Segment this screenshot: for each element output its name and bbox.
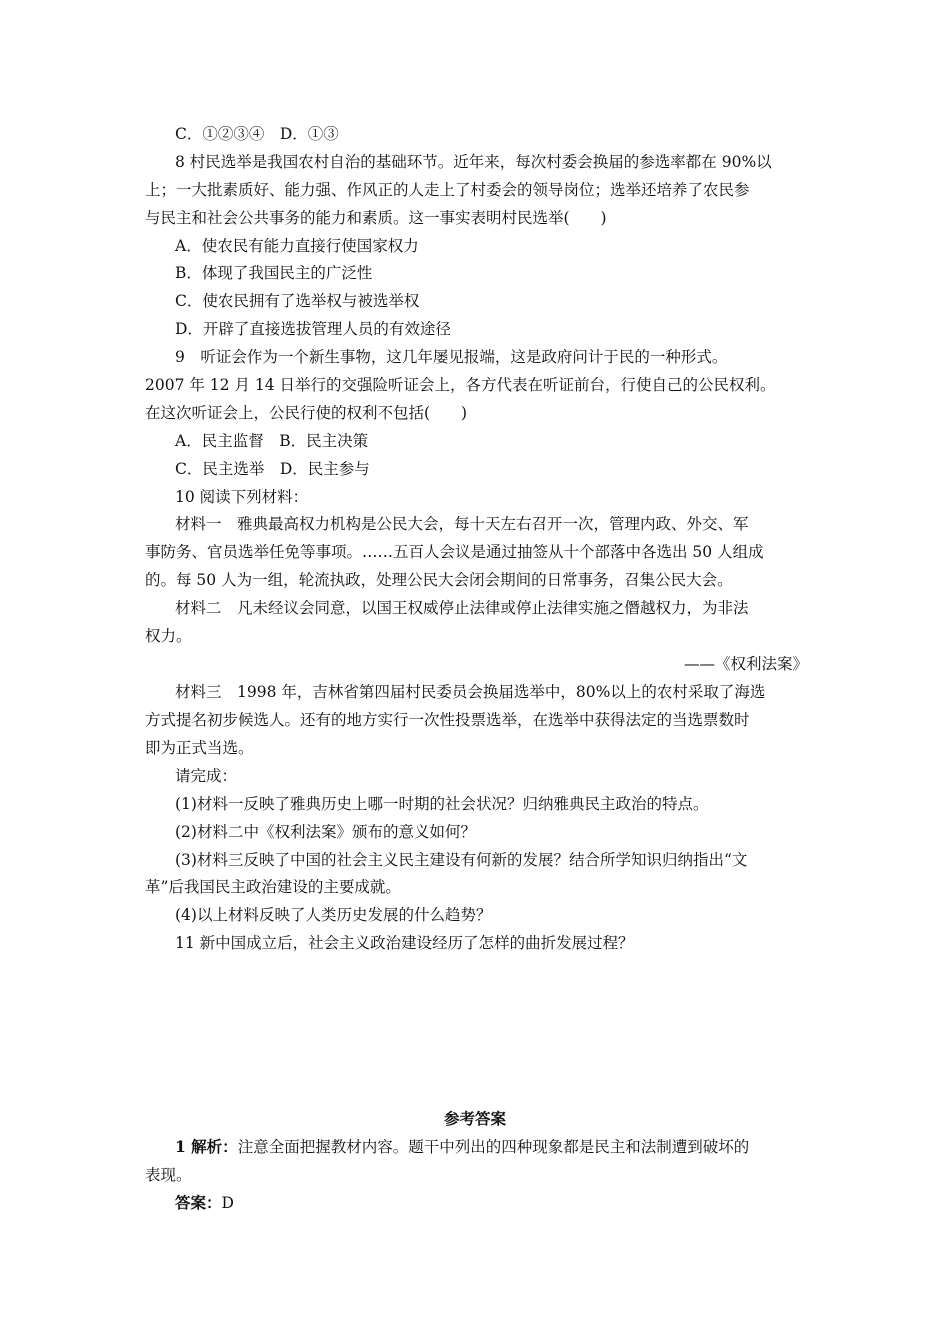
answers-heading: 参考答案 (443, 1109, 506, 1128)
q10-material1-line-1: 材料一 雅典最高权力机构是公民大会，每十天左右召开一次，管理内政、外交、军 (175, 515, 749, 533)
answer-1-analysis-label: 1 解析： (175, 1137, 238, 1156)
q9-stem-line-2: 2007 年 12 月 14 日举行的交强险听证会上，各方代表在听证前台，行使自己的公民权利。 (145, 376, 776, 394)
q10-subquestion-4: (4)以上材料反映了人类历史发展的什么趋势？ (175, 906, 492, 924)
q8-option-a: A．使农民有能力直接行使国家权力 (175, 237, 419, 255)
answer-1-analysis-text: 注意全面把握教材内容。题干中列出的四种现象都是民主和法制遭到破坏的 (237, 1138, 750, 1156)
q9-stem-line-1: 9 听证会作为一个新生事物，这几年屡见报端，这是政府问计于民的一种形式。 (175, 348, 728, 366)
q8-stem-line-1: 8 村民选举是我国农村自治的基础环节。近年来，每次村委会换届的参选率都在 90%以 (175, 153, 772, 171)
q10-prompt: 请完成： (175, 767, 238, 785)
q10-material2-line-2: 权力。 (145, 627, 192, 645)
answer-1-analysis-line-2: 表现。 (145, 1166, 192, 1184)
q8-stem-line-2: 上；一大批素质好、能力强、作风正的人走上了村委会的领导岗位；选举还培养了农民参 (145, 181, 750, 199)
q8-option-c: C．使农民拥有了选举权与被选举权 (175, 292, 420, 310)
q7-options-cd: C．①②③④ D．①③ (175, 125, 339, 143)
q9-options-cd: C．民主选举 D．民主参与 (175, 460, 370, 478)
answer-1-analysis (175, 1137, 815, 1157)
answer-1-result-value: D (221, 1194, 234, 1212)
q8-option-b: B．体现了我国民主的广泛性 (175, 264, 373, 282)
q10-material3-line-2: 方式提名初步候选人。还有的地方实行一次性投票选举，在选举中获得法定的当选票数时 (145, 711, 750, 729)
q10-intro: 10 阅读下列材料： (175, 488, 309, 506)
q10-subquestion-2: (2)材料二中《权利法案》颁布的意义如何？ (175, 823, 476, 841)
q10-subquestion-3-line-1: (3)材料三反映了中国的社会主义民主建设有何新的发展？结合所学知识归纳指出“文 (175, 851, 748, 869)
q9-stem-line-3: 在这次听证会上，公民行使的权利不包括( ) (145, 404, 468, 422)
q10-material2-source: ——《权利法案》 (683, 655, 808, 673)
q10-subquestion-3-line-2: 革”后我国民主政治建设的主要成就。 (145, 878, 401, 896)
q10-material3-line-1: 材料三 1998 年，吉林省第四届村民委员会换届选举中，80%以上的农村采取了海选 (175, 683, 766, 701)
q10-material1-line-3: 的。每 50 人为一组，轮流执政，处理公民大会闭会期间的日常事务，召集公民大会。 (145, 571, 733, 589)
answer-1-result-label: 答案： (175, 1193, 222, 1212)
q11-stem: 11 新中国成立后，社会主义政治建设经历了怎样的曲折发展过程？ (175, 934, 634, 952)
q10-subquestion-1: (1)材料一反映了雅典历史上哪一时期的社会状况？归纳雅典民主政治的特点。 (175, 795, 709, 813)
q10-material1-line-2: 事防务、官员选举任免等事项。……五百人会议是通过抽签从十个部落中各选出 50 人组成 (145, 543, 764, 561)
q8-stem-line-3: 与民主和社会公共事务的能力和素质。这一事实表明村民选举( ) (145, 209, 607, 227)
answer-1-result (175, 1193, 815, 1213)
q10-material2-line-1: 材料二 凡未经议会同意，以国王权威停止法律或停止法律实施之僭越权力，为非法 (175, 599, 749, 617)
q10-material3-line-3: 即为正式当选。 (145, 739, 254, 757)
q9-options-ab: A．民主监督 B．民主决策 (175, 432, 369, 450)
q8-option-d: D．开辟了直接选拔管理人员的有效途径 (175, 320, 451, 338)
